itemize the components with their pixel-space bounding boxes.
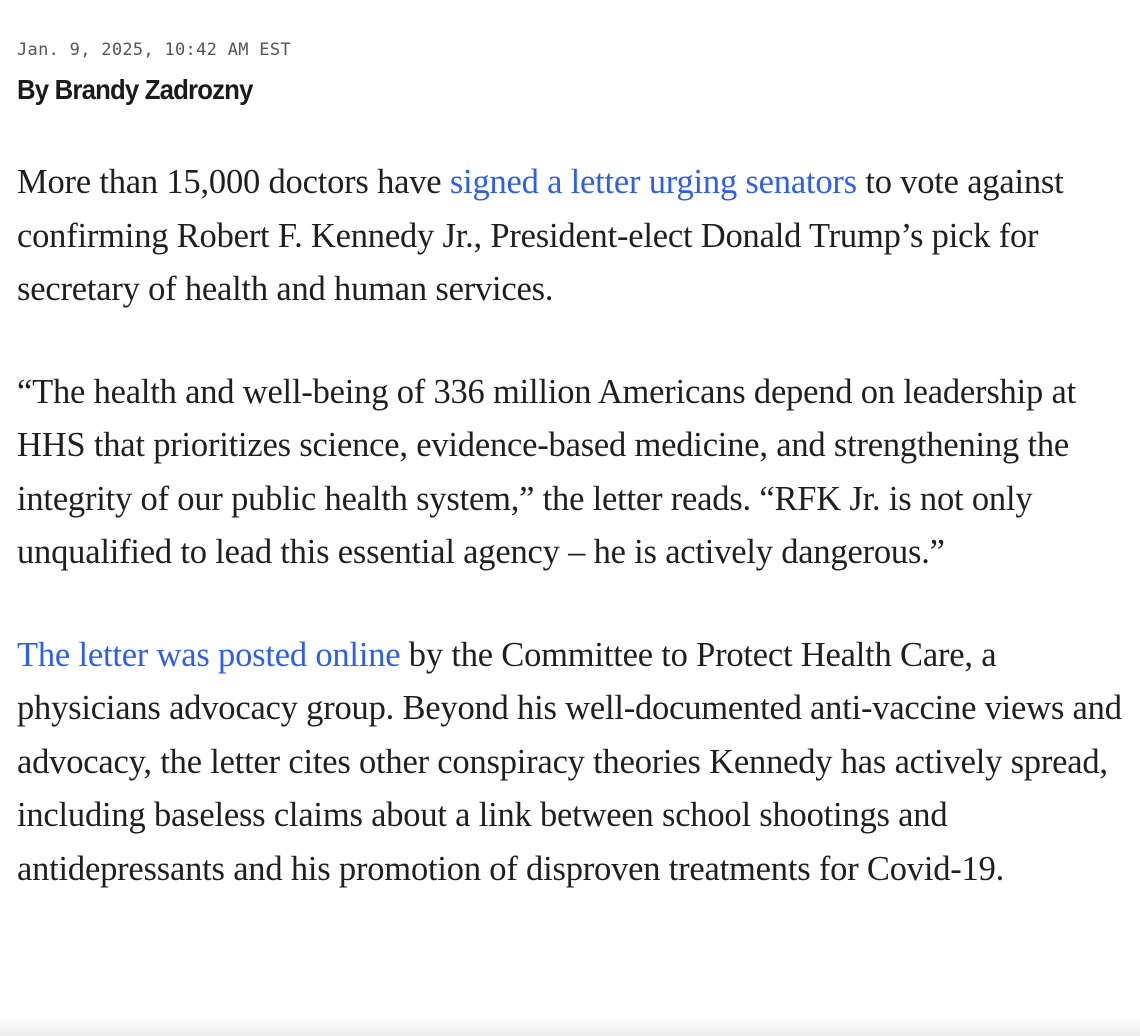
paragraph-1-text-before: More than 15,000 doctors have bbox=[17, 163, 450, 201]
article-paragraph-3 bbox=[17, 629, 1132, 897]
article-body bbox=[17, 36, 1132, 896]
article-byline: By Brandy Zadrozny bbox=[17, 74, 253, 105]
article-paragraph-2: “The health and well-being of 336 million Americans depend on leadership at HHS that prioritizes science, evidence-based medicine, and strengthening the integrity of our public health system,” the letter reads. “RFK Jr. is not only unqualified to lead this essential agency – he is actively dangerous.” bbox=[17, 372, 1076, 571]
article-timestamp: Jan. 9, 2025, 10:42 AM EST bbox=[17, 40, 291, 60]
signed-letter-link[interactable]: signed a letter urging senators bbox=[449, 163, 857, 201]
article-paragraph-1 bbox=[17, 156, 1132, 317]
bottom-edge-shadow bbox=[0, 1018, 1140, 1036]
letter-posted-online-link[interactable]: The letter was posted online bbox=[17, 635, 401, 674]
paragraph-1-text-after: to vote against confirming Robert F. Kennedy Jr., President-elect Donald Trump’s pick for secretary of health and human services. bbox=[17, 163, 1064, 308]
paragraph-3-text-after: by the Committee to Protect Health Care, a physicians advocacy group. Beyond his well-documented anti-vaccine views and advocacy, the letter cites other conspiracy theories Kennedy has actively spread, including baseless claims about a link between school shootings and antidepressants and his promotion of disproven treatments for Covid-19. bbox=[17, 635, 1122, 888]
